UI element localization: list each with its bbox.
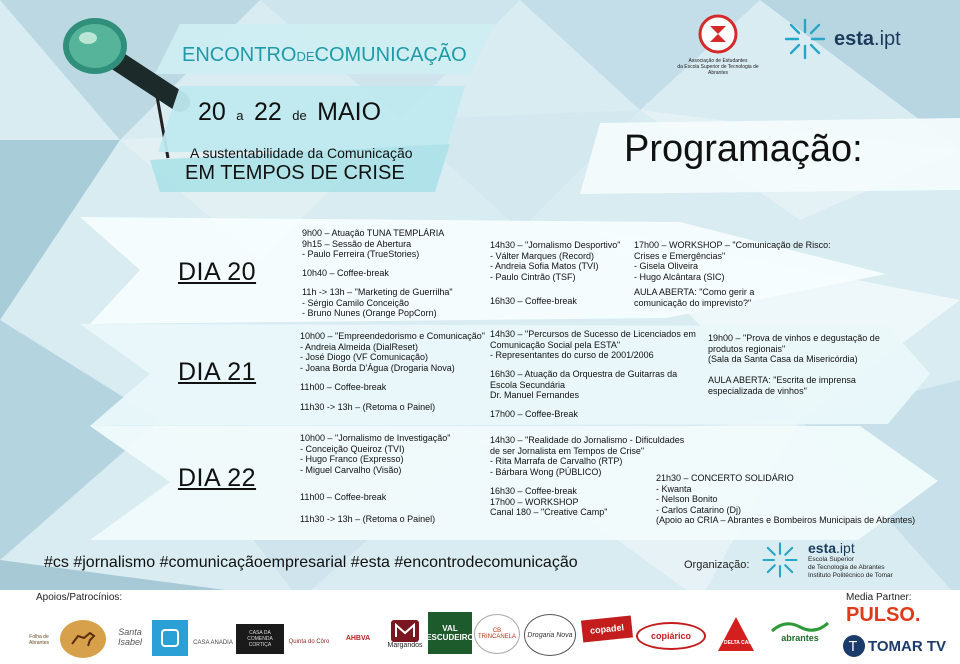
ae-logo (668, 14, 768, 80)
day22-col1b: 11h00 – Coffee-break (300, 492, 387, 502)
sponsor-margaridos (380, 612, 430, 656)
ae-emblem-icon (698, 14, 738, 54)
event-subtitle-2: EM TEMPOS DE CRISE (185, 162, 405, 184)
day20-col2b: 16h30 – Coffee-break (490, 296, 577, 306)
day20-col3: 17h00 – WORKSHOP – "Comunicação de Risco: Crises e Emergências" - Gisela Oliveira - Hugo Alcântara (SIC) (634, 240, 831, 282)
svg-text:T: T (849, 640, 857, 655)
date-from: 20 (198, 98, 226, 126)
day20-col2: 14h30 – "Jornalismo Desportivo" - Válter Marques (Record) - Andreia Sofia Matos (TVI) - Paulo Cintrão (TSF) (490, 240, 621, 282)
day20-col1: 9h00 – Atuação TUNA TEMPLÁRIA 9h15 – Sessão de Abertura - Paulo Ferreira (TrueStories) (302, 228, 445, 259)
sponsor-abrantes (764, 614, 836, 648)
day21-col2c: 17h00 – Coffee-Break (490, 409, 578, 419)
esta-star-icon-footer (760, 540, 800, 580)
sponsor-comenda (236, 624, 284, 654)
abrantes-wave-icon (770, 619, 830, 633)
sponsor-copadel-text: copadel (589, 622, 625, 636)
date-to: 22 (253, 98, 282, 126)
day-label-20: DIA 20 (178, 258, 257, 286)
sponsor-delta (716, 614, 759, 654)
esta-brand-top-2: .ipt (874, 27, 901, 50)
sponsor-val-escudeiro (428, 612, 472, 654)
sponsor-casa-anadia (190, 630, 236, 656)
horse-icon (70, 630, 96, 648)
sponsor-copiarico-text: copiárico (650, 631, 691, 641)
esta-brand-top-1: esta (834, 27, 875, 50)
sponsor-quinta-coro-text: Quinta do Côro (288, 639, 330, 645)
sponsor-val-text: VAL ESCUDEIRO (426, 624, 474, 642)
sponsor-trincanela (474, 614, 520, 654)
margaridos-m-icon (391, 620, 419, 642)
day22-col3: 21h30 – CONCERTO SOLIDÁRIO - Kwanta - Nelson Bonito - Carlos Catarino (Dj) (Apoio ao CRIA – Abrantes e Bombeiros Municipais de Abrantes) (656, 473, 916, 525)
sponsor-comenda-text: CASA DA COMENDA CORTIÇA (247, 630, 273, 648)
sponsor-delta-text: DELTA CAFÉS (724, 640, 759, 646)
event-subtitle-1: A sustentabilidade da Comunicação (190, 145, 413, 161)
day-label-21: DIA 21 (178, 358, 257, 386)
day22-col1: 10h00 – "Jornalismo de Investigação" - Conceição Queiroz (TVI) - Hugo Franco (Expresso) - Miguel Carvalho (Visão) (300, 433, 451, 475)
date-sep: a (236, 108, 244, 123)
day21-col2: 14h30 – "Percursos de Sucesso de Licenciados em Comunicação Social pela ESTA" - Representantes do curso de 2001/2006 (490, 329, 696, 360)
media-label: Media Partner: (846, 592, 912, 603)
square-logo-icon (159, 627, 181, 649)
sponsor-abrantes-text: abrantes (781, 633, 819, 643)
sponsor-square (152, 620, 188, 656)
esta-star-icon (782, 16, 828, 62)
day20-col3b: AULA ABERTA: "Como gerir a comunicação do imprevisto?" (634, 287, 755, 308)
sponsor-folha-text: Folha de Abrantes (28, 634, 49, 646)
day20-col1b: 10h40 – Coffee-break (302, 268, 389, 278)
event-title-part2: DE (296, 49, 315, 64)
date-month: MAIO (317, 98, 382, 126)
org-caption: Escola Superior de Tecnologia de Abrantes Instituto Politécnico de Tomar (808, 556, 893, 579)
sponsor-ahbva (338, 622, 378, 654)
day22-col2: 14h30 – "Realidade do Jornalismo - Dificuldades de ser Jornalista em Tempos de Crise" - Rita Marrafa de Carvalho (RTP) - Bárbara Wong (PÚBLICO) (490, 435, 685, 477)
sponsor-badge (60, 620, 106, 658)
sponsor-ahbva-text: AHBVA (345, 634, 371, 642)
ae-caption: Associação de Estudantes da Escola Superior de Tecnologia de Abrantes (677, 58, 759, 76)
esta-logo-top (782, 16, 901, 62)
media-tomar-tv (842, 634, 946, 658)
sponsor-drogaria-text: Drogaria Nova (527, 631, 573, 639)
day21-col3b: AULA ABERTA: "Escrita de imprensa especializada de vinhos" (708, 375, 856, 396)
sponsor-drogaria-nova (524, 614, 576, 656)
org-label: Organização: (684, 559, 750, 571)
date-de: de (292, 108, 307, 123)
sponsor-quinta-coro (286, 628, 332, 656)
day21-col3: 19h00 – "Prova de vinhos e degustação de produtos regionais" (Sala da Santa Casa da Misericórdia) (708, 333, 880, 364)
sponsor-casa-anadia-text: CASA ANADIA (193, 640, 233, 646)
apoios-label: Apoios/Patrocínios: (36, 592, 123, 603)
sponsor-trincanela-text: CB TRINCANELA (477, 628, 516, 640)
media-pulso: PULSO. (846, 604, 921, 626)
org-brand-2: .ipt (836, 540, 855, 556)
media-tomar-tv-text: TOMAR TV (868, 637, 947, 655)
org-brand-1: esta (808, 540, 837, 556)
day-label-22: DIA 22 (178, 464, 257, 492)
day20-col1c: 11h -> 13h – "Marketing de Guerrilha" - Sérgio Camilo Conceição - Bruno Nunes (Orange PopCorn) (302, 287, 453, 318)
org-brand (808, 540, 893, 556)
event-title-part3: COMUNICAÇÃO (314, 44, 467, 66)
programacao-heading: Programação: (624, 128, 863, 170)
day21-col2b: 16h30 – Atuação da Orquestra de Guitarras da Escola Secundária Dr. Manuel Fernandes (490, 369, 678, 400)
day21-col1c: 11h30 -> 13h – (Retoma o Painel) (300, 402, 436, 412)
delta-triangle-icon (717, 616, 755, 652)
tomar-tv-icon (842, 634, 866, 658)
sponsor-folha (22, 626, 56, 654)
event-title (182, 44, 467, 67)
event-dates (198, 98, 381, 127)
sponsor-santa-isabel-text: Santa Isabel (117, 627, 143, 647)
day21-col1b: 11h00 – Coffee-break (300, 382, 387, 392)
day22-col2b: 16h30 – Coffee-break 17h00 – WORKSHOP Canal 180 – "Creative Camp" (490, 486, 608, 517)
org-logo (760, 532, 930, 588)
sponsor-copiarico (636, 622, 706, 650)
esta-brand-top (834, 28, 901, 51)
day22-col1c: 11h30 -> 13h – (Retoma o Painel) (300, 514, 436, 524)
sponsor-margaridos-text: Margaridos (387, 641, 423, 649)
day21-col1: 10h00 – "Empreendedorismo e Comunicação" - Andreia Almeida (DialReset) - José Diogo (VF Comunicação) - Joana Borda D'Água (Drogaria Nova) (300, 331, 485, 373)
event-title-part1: ENCONTRO (182, 44, 297, 66)
hashtags: #cs #jornalismo #comunicaçãoempresarial #esta #encontrodecomunicação (44, 554, 578, 571)
sponsor-santa-isabel (108, 622, 152, 652)
